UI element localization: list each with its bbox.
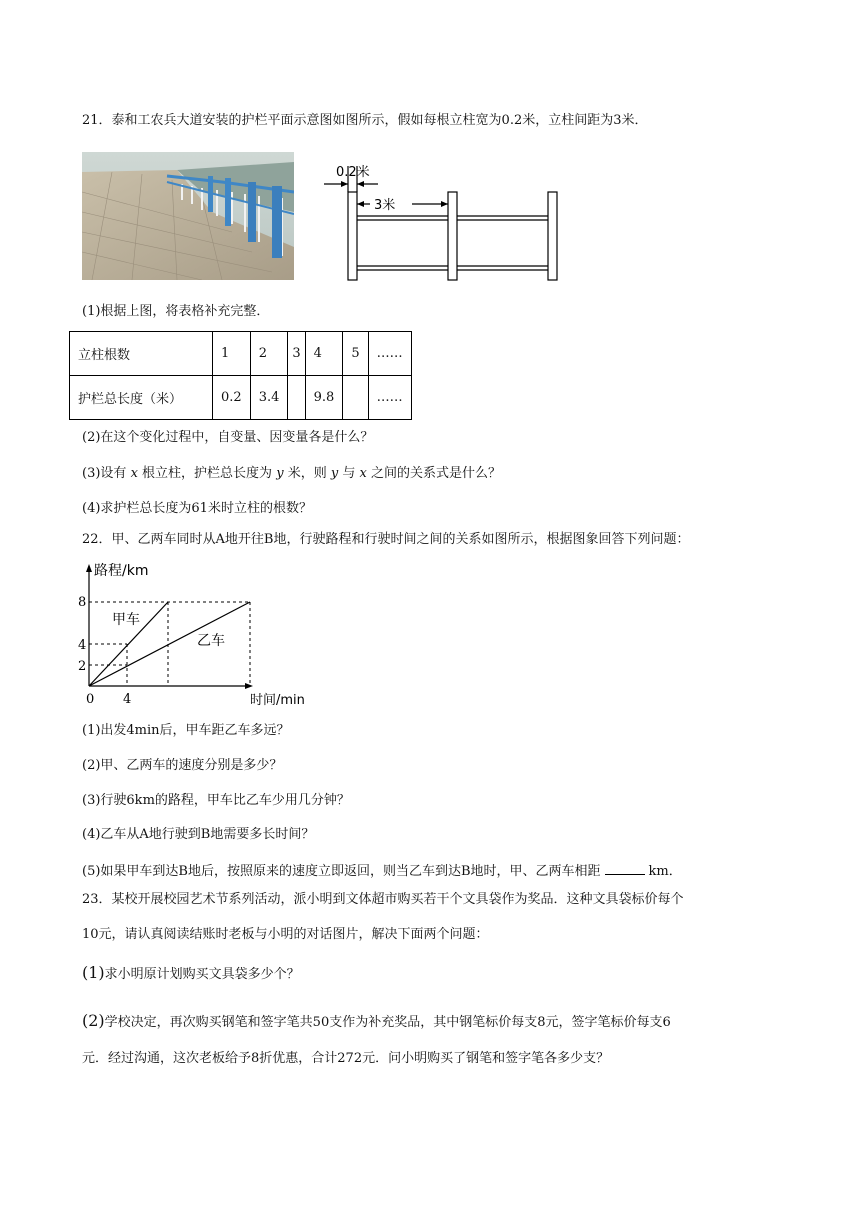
origin-label: 0 [86,692,95,707]
q23-part1: (1)求小明原计划购买文具袋多少个？ [82,963,300,982]
table-cell: 9.8 [305,376,343,420]
table-cell: 2 [250,332,288,376]
railing-schematic [316,160,566,285]
table-cell: 3 [288,332,305,376]
width-label: 0.2米 [336,165,370,180]
table-cell [343,376,368,420]
series-label-car-b: 乙车 [197,633,225,649]
y-axis-label: 路程/km [94,563,149,579]
x-tick-label: 4 [123,692,132,707]
y-tick-label: 8 [78,595,87,610]
q23-line2: 10元，请认真阅读结账时老板与小明的对话图片，解决下面两个问题： [82,927,489,942]
q22-part5: (5)如果甲车到达B地后，按照原来的速度立即返回，则当乙车到达B地时，甲、乙两车相距 km． [82,860,682,881]
y-tick-label: 4 [78,638,87,653]
q23-part2-line2: 元．经过沟通，这次老板给予8折优惠，合计272元．问小明购买了钢笔和签字笔各多少支？ [82,1051,610,1066]
table-cell: …… [368,376,411,420]
table-cell: 3.4 [250,376,288,420]
table-row [70,376,412,420]
q21-part1: (1)根据上图，将表格补充完整． [82,304,270,319]
q22-part1: (1)出发4min后，甲车距乙车多远？ [82,723,290,738]
answer-blank [605,860,645,875]
table-cell: 0.2 [213,376,251,420]
q21-part4: (4)求护栏总长度为61米时立柱的根数？ [82,501,312,516]
table-cell: 护栏总长度（米） [70,376,213,420]
table-cell: 4 [305,332,343,376]
q21-table [69,331,412,420]
table-cell: …… [368,332,411,376]
q23-line1: 23．某校开展校园艺术节系列活动，派小明到文体超市购买若干个文具袋作为奖品．这种文具袋标价每个 [82,892,684,907]
q22-part2: (2)甲、乙两车的速度分别是多少？ [82,758,283,773]
x-axis-label: 时间/min [250,693,305,708]
table-cell [288,376,305,420]
y-tick-label: 2 [78,659,87,674]
q21-stem: 21．泰和工农兵大道安装的护栏平面示意图如图所示，假如每根立柱宽为0.2米，立柱间距为3米． [82,113,648,128]
table-cell: 1 [213,332,251,376]
table-cell: 立柱根数 [70,332,213,376]
q21-part3: (3)设有 x 根立柱，护栏总长度为 y 米，则 y 与 x 之间的关系式是什么？ [82,466,502,481]
gap-label: 3米 [374,198,396,213]
q21-part2: (2)在这个变化过程中，自变量、因变量各是什么？ [82,430,374,445]
table-row [70,332,412,376]
q23-part2-line1: (2)学校决定，再次购买钢笔和签字笔共50支作为补充奖品，其中钢笔标价每支8元，签字笔标价每支6 [82,1011,671,1030]
railing-photo [82,152,294,280]
q22-stem: 22．甲、乙两车同时从A地开往B地，行驶路程和行驶时间之间的关系如图所示，根据图象回答下列问题： [82,532,690,547]
table-cell: 5 [343,332,368,376]
distance-time-chart [72,558,322,708]
q22-part4: (4)乙车从A地行驶到B地需要多长时间？ [82,827,315,842]
series-label-car-a: 甲车 [112,612,140,628]
q22-part3: (3)行驶6km的路程，甲车比乙车少用几分钟？ [82,793,350,808]
